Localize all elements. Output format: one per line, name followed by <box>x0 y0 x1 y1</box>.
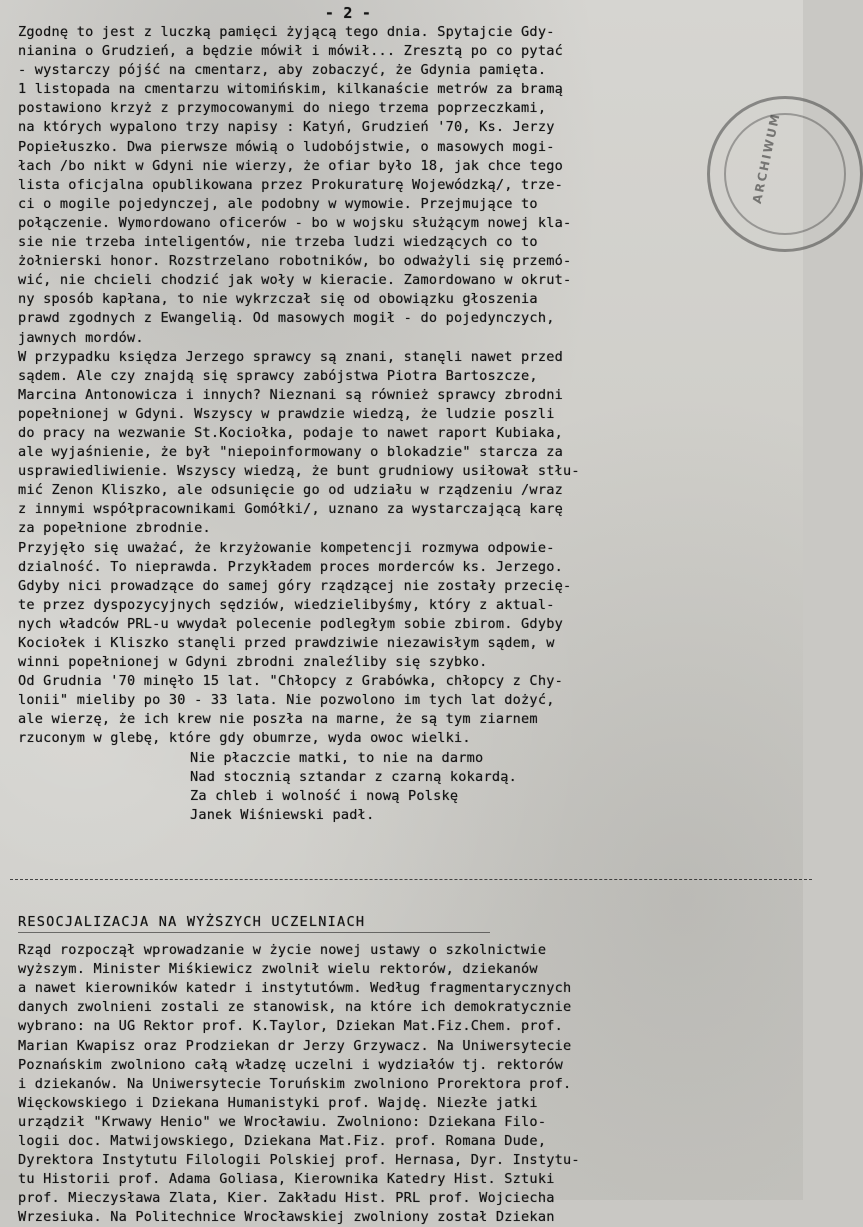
paragraph <box>18 672 798 748</box>
text-line: Więckowskiego i Dziekana Humanistyki prof. Wajdę. Niezłe jatki <box>18 1094 538 1111</box>
text-line: a nawet kierowników katedr i instytutówm. Według fragmentarycznych <box>18 980 572 997</box>
text-line: danych zwolnieni zostali ze stanowisk, na które ich demokratycznie <box>18 999 572 1016</box>
text-line: i dziekanów. Na Uniwersytecie Toruńskim zwolniono Prorektora prof. <box>18 1075 572 1092</box>
text-line: 1 listopada na cmentarzu witomińskim, kilkanaście metrów za bramą <box>18 81 563 98</box>
text-line: ny sposób kapłana, to nie wykrzczał się od obowiązku głoszenia <box>18 291 538 308</box>
text-line: Gdyby nici prowadzące do samej góry rządzącej nie zostały przecię- <box>18 577 572 594</box>
text-line: urządził "Krwawy Henio" we Wrocławiu. Zwolniono: Dziekana Filo- <box>18 1113 547 1130</box>
text-line: nianina o Grudzień, a będzie mówił i mówił... Zresztą po co pytać <box>18 43 563 60</box>
text-line: prawd zgodnych z Ewangelią. Od masowych mogił - do pojedynczych, <box>18 310 555 327</box>
text-line: Marian Kwapisz oraz Prodziekan dr Jerzy Grzywacz. Na Uniwersytecie <box>18 1037 572 1054</box>
section-title: RESOCJALIZACJA NA WYŻSZYCH UCZELNIACH <box>18 913 490 933</box>
text-line: Popiełuszko. Dwa pierwsze mówią o ludobójstwie, o masowych mogi- <box>18 138 555 155</box>
text-line: Od Grudnia '70 minęło 15 lat. "Chłopcy z Grabówka, chłopcy z Chy- <box>18 673 563 690</box>
article-gdynia <box>18 23 798 825</box>
text-line: lista oficjalna opublikowana przez Prokuraturę Wojewódzką/, trze- <box>18 176 563 193</box>
text-line: żołnierski honor. Rozstrzelano robotników, bo odważyli się przemó- <box>18 253 572 270</box>
text-line: te przez dyspozycyjnych sędziów, wiedzielibyśmy, który z aktual- <box>18 596 555 613</box>
text-line: Rząd rozpoczął wprowadzanie w życie nowej ustawy o szkolnictwie <box>18 942 547 959</box>
text-line: ci o mogile pojedynczej, ale podobny w wymowie. Przejmujące to <box>18 195 538 212</box>
text-line: Wrzesiuka. Na Politechnice Wrocławskiej zwolniony został Dziekan <box>18 1209 555 1226</box>
text-line: sądem. Ale czy znajdą się sprawcy zabójstwa Piotra Bartoszcze, <box>18 367 538 384</box>
text-line: Marcina Antonowicza i innych? Nieznani są również sprawcy zbrodni <box>18 386 563 403</box>
text-line: sie nie trzeba inteligentów, nie trzeba ludzi wiedzących co to <box>18 234 538 251</box>
article-universities <box>18 941 798 1227</box>
text-line: W przypadku księdza Jerzego sprawcy są znani, stanęli nawet przed <box>18 348 563 365</box>
text-line: połączenie. Wymordowano oficerów - bo w wojsku służącym nowej kla- <box>18 214 572 231</box>
text-line: Poznańskim zwolniono całą władzę uczelni i wydziałów tj. rektorów <box>18 1056 563 1073</box>
paragraph <box>18 23 798 80</box>
text-line: logii doc. Matwijowskiego, Dziekana Mat.Fiz. prof. Romana Dude, <box>18 1132 547 1149</box>
text-line: prof. Mieczysława Zlata, Kier. Zakładu Hist. PRL prof. Wojciecha <box>18 1190 555 1207</box>
text-line: usprawiedliwienie. Wszyscy wiedzą, że bunt grudniowy usiłował stłu- <box>18 463 580 480</box>
text-line: ale wierzę, że ich krew nie poszła na marne, że są tym ziarnem <box>18 711 538 728</box>
poem-line: Za chleb i wolność i nową Polskę <box>190 787 459 804</box>
text-line: nych władców PRL-u wwydał polecenie podległym sobie zbirom. Gdyby <box>18 615 563 632</box>
text-line: lonii" mieliby po 30 - 33 lata. Nie pozwolono im tych lat dożyć, <box>18 692 555 709</box>
text-line: Dyrektora Instytutu Filologii Polskiej prof. Hernasa, Dyr. Instytu- <box>18 1152 580 1169</box>
text-line: łach /bo nikt w Gdyni nie wierzy, że ofiar było 18, jak chce tego <box>18 157 563 174</box>
text-line: wić, nie chcieli chodzić jak woły w kieracie. Zamordowano w okrut- <box>18 272 572 289</box>
text-line: rzuconym w glebę, które gdy obumrze, wyda owoc wielki. <box>18 730 471 747</box>
paragraph <box>18 539 798 673</box>
text-line: Kociołek i Kliszko stanęli przed prawdziwie niezawisłym sądem, w <box>18 635 555 651</box>
text-line: winni popełnionej w Gdyni zbrodni znaleźliby się szybko. <box>18 654 488 671</box>
poem-line: Nie płaczcie matki, to nie na darmo <box>190 749 484 766</box>
poem-quote <box>190 749 798 825</box>
poem-line: Janek Wiśniewski padł. <box>190 806 375 823</box>
stamp-label: ARCHIWUM <box>749 111 783 205</box>
text-line: popełnionej w Gdyni. Wszyscy w prawdzie wiedzą, że ludzie poszli <box>18 405 555 422</box>
text-line: wybrano: na UG Rektor prof. K.Taylor, Dziekan Mat.Fiz.Chem. prof. <box>18 1018 563 1035</box>
text-line: wyższym. Minister Miśkiewicz zwolnił wielu rektorów, dziekanów <box>18 961 538 978</box>
text-line: jawnych mordów. <box>18 329 144 346</box>
paragraph <box>18 80 798 347</box>
text-line: za popełnione zbrodnie. <box>18 520 211 537</box>
text-line: Zgodnę to jest z luczką pamięci żyjącą tego dnia. Spytajcie Gdy- <box>18 24 555 40</box>
text-line: ale wyjaśnienie, że był "niepoinformowany o blokadzie" starcza za <box>18 444 563 461</box>
text-line: z innymi współpracownikami Gomółki/, uznano za wystarczającą karę <box>18 501 563 518</box>
text-line: Przyjęło się uważać, że krzyżowanie kompetencji rozmywa odpowie- <box>18 539 555 556</box>
section-divider <box>18 867 798 893</box>
text-line: dzialność. To nieprawda. Przykładem proces morderców ks. Jerzego. <box>18 558 563 575</box>
text-line: na których wypalono trzy napisy : Katyń, Grudzień '70, Ks. Jerzy <box>18 119 555 136</box>
page-number: - 2 - <box>324 4 372 22</box>
text-line: - wystarczy pójść na cmentarz, aby zobaczyć, że Gdynia pamięta. <box>18 62 547 79</box>
text-line: tu Historii prof. Adama Goliasa, Kierownika Katedry Hist. Sztuki <box>18 1171 555 1188</box>
poem-line: Nad stocznią sztandar z czarną kokardą. <box>190 768 517 785</box>
typewritten-content <box>18 4 798 1227</box>
text-line: postawiono krzyż z przymocowanymi do niego trzema poprzeczkami, <box>18 100 547 117</box>
text-line: do pracy na wezwanie St.Kociołka, podaje to nawet raport Kubiaka, <box>18 424 563 441</box>
paragraph <box>18 348 798 539</box>
text-line: mić Zenon Kliszko, ale odsunięcie go od udziału w rządzeniu /wraz <box>18 482 563 499</box>
